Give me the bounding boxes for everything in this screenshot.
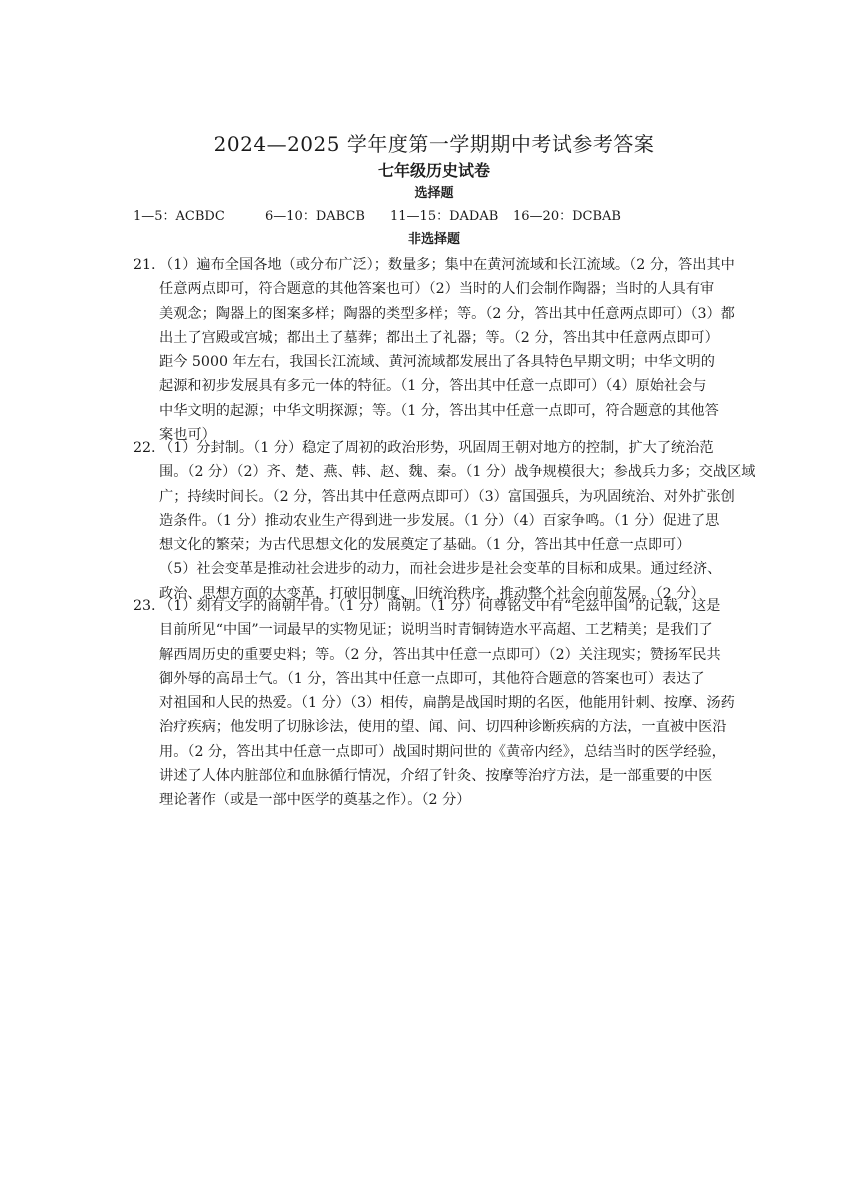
choice-answer-group: 16—20：DCBAB xyxy=(513,209,621,224)
nonchoice-section-heading: 非选择题 xyxy=(407,232,460,247)
answer-line: 起源和初步发展具有多元一体的特征。（1 分，答出其中任意一点即可）（4）原始社会与 xyxy=(159,378,707,395)
question-number: 23. xyxy=(133,598,156,614)
document-title: 2024—2025 学年度第一学期期中考试参考答案 xyxy=(213,132,655,156)
question-21-answer xyxy=(133,253,773,447)
choice-section-heading: 选择题 xyxy=(414,186,454,201)
answer-line: 任意两点即可，符合题意的其他答案也可）（2）当时的人们会制作陶器；当时的人具有审 xyxy=(159,281,715,298)
answer-line: （1）刻有文字的商朝牛骨。（1 分）商朝。（1 分）何尊铭文中有“宅兹中国”的记载，这是 xyxy=(159,598,721,614)
answer-line: 中华文明的起源；中华文明探源；等。（1 分，答出其中任意一点即可，符合题意的其他答 xyxy=(159,402,719,419)
choice-answer-group: 6—10：DABCB xyxy=(265,209,365,224)
answer-line: 想文化的繁荣；为古代思想文化的发展奠定了基础。（1 分，答出其中任意一点即可） xyxy=(159,537,691,554)
answer-line: （1）遍布全国各地（或分布广泛）；数量多；集中在黄河流域和长江流域。（2 分，答出其中 xyxy=(159,257,735,273)
question-number: 21. xyxy=(133,257,156,273)
answer-line: 用。（2 分，答出其中任意一点即可）战国时期问世的《黄帝内经》，总结当时的医学经验， xyxy=(159,743,726,760)
choice-answer-group: 11—15：DADAB xyxy=(390,209,499,224)
document-subtitle: 七年级历史试卷 xyxy=(377,161,490,180)
answer-line: 围。（2 分）（2）齐、楚、燕、韩、赵、魏、秦。（1 分）战争规模很大；参战兵力多；交战区域 xyxy=(159,464,756,481)
question-22-answer xyxy=(133,436,773,606)
choice-answer-group: 1—5：ACBDC xyxy=(133,209,225,224)
answer-line: 御外辱的高昂士气。（1 分，答出其中任意一点即可，其他符合题意的答案也可）表达了 xyxy=(159,670,705,687)
answer-line: 造条件。（1 分）推动农业生产得到进一步发展。（1 分）（4）百家争鸣。（1 分）促进了思 xyxy=(159,512,720,529)
question-23-answer xyxy=(133,594,773,813)
answer-line: 政治、思想方面的大变革，打破旧制度、旧统治秩序，推动整个社会向前发展。（2 分） xyxy=(159,585,705,602)
question-number: 22. xyxy=(133,440,156,456)
answer-line: 广；持续时间长。（2 分，答出其中任意两点即可）（3）富国强兵，为巩固统治、对外扩张创 xyxy=(159,488,735,505)
answer-line: 讲述了人体内脏部位和血脉循行情况，介绍了针灸、按摩等治疗方法，是一部重要的中医 xyxy=(159,768,713,785)
answer-line: 出土了宫殿或宫城；都出土了墓葬；都出土了礼器；等。（2 分，答出其中任意两点即可） xyxy=(159,329,719,346)
answer-line: 案也可） xyxy=(159,427,216,444)
answer-line: 美观念；陶器上的图案多样；陶器的类型多样；等。（2 分，答出其中任意两点即可）（3）都 xyxy=(159,305,735,322)
answer-line: 治疗疾病；他发明了切脉诊法，使用的望、闻、问、切四种诊断疾病的方法，一直被中医沿 xyxy=(159,719,727,736)
answer-line: （5）社会变革是推动社会进步的动力，而社会进步是社会变革的目标和成果。通过经济、 xyxy=(159,561,722,578)
answer-line: （1）分封制。（1 分）稳定了周初的政治形势，巩固周王朝对地方的控制，扩大了统治范 xyxy=(159,440,714,456)
answer-line: 距今 5000 年左右，我国长江流域、黄河流域都发展出了各具特色早期文明；中华文明的 xyxy=(159,354,715,371)
choice-answers-row xyxy=(133,207,773,227)
answer-line: 目前所见“中国”一词最早的实物见证；说明当时青铜铸造水平高超、工艺精美；是我们了 xyxy=(159,622,713,639)
answer-line: 解西周历史的重要史料；等。（2 分，答出其中任意一点即可）（2）关注现实；赞扬军民共 xyxy=(159,646,721,663)
answer-line: 理论著作（或是一部中医学的奠基之作）。（2 分） xyxy=(159,792,471,809)
answer-line: 对祖国和人民的热爱。（1 分）（3）相传，扁鹊是战国时期的名医，他能用针刺、按摩、汤药 xyxy=(159,695,735,712)
